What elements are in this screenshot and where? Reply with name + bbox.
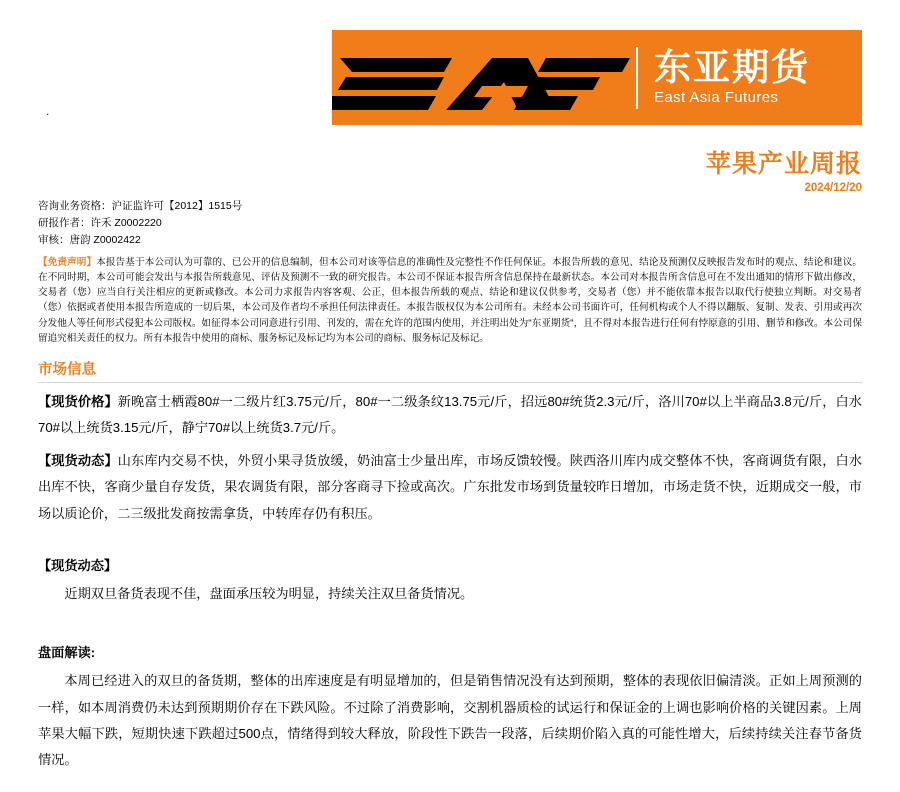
paragraph-spot-price-lead: 【现货价格】: [38, 393, 118, 409]
section-heading-market-info: 市场信息: [38, 358, 862, 383]
paragraph-spot-dynamics-summary: 近期双旦备货表现不佳，盘面承压较为明显，持续关注双旦备货情况。: [64, 586, 474, 602]
brand-name-en: East Asia Futures: [654, 89, 779, 107]
paragraph-spot-dynamics-body: 山东库内交易不快，外贸小果寻货放缓，奶油富士少量出库，市场反馈较慢。陕西洛川库内成交整体不快，客商调货有限，白水出库不快，客商少量自存发货，果农调货有限，部分客商寻下捡或高次。广东批发市场到货量较昨日增加，市场走货不快，近期成交一般，市场以质论价，二三级批发商按需拿货，中转库存仍有积压。: [38, 452, 863, 521]
meta-license: 咨询业务资格：沪证监许可【2012】1515号: [38, 200, 243, 212]
brand-text-block: [654, 46, 810, 107]
brand-divider: [636, 47, 638, 109]
paragraph-spot-price: [38, 389, 862, 442]
report-meta: [38, 198, 862, 249]
brand-banner: [332, 30, 862, 125]
heading-market-analysis: 盘面解读:: [38, 644, 96, 660]
paragraph-spot-price-body: 新晚富士栖霞80#一二级片红3.75元/斤，80#一二级条纹13.75元/斤，招远80#统货2.3元/斤，洛川70#以上半商品3.8元/斤，白水70#以上统货3.15元/斤，静宁70#以上统货3.7元/斤。: [38, 393, 862, 436]
report-date: 2024/12/20: [804, 182, 862, 194]
heading-spot-dynamics: 【现货动态】: [38, 557, 118, 573]
stray-mark: .: [46, 104, 50, 118]
disclaimer-block: [38, 255, 862, 346]
paragraph-spot-dynamics-lead: 【现货动态】: [38, 452, 118, 468]
disclaimer-text: 本报告基于本公司认为可靠的、已公开的信息编制，但本公司对该等信息的准确性及完整性不作任何保证。本报告所载的意见、结论及预测仅反映报告发布时的观点、结论和建议。在不同时期，本公司可能会发出与本报告所载意见、评估及预测不一致的研究报告。本公司不保证本报告所含信息保持在最新状态。本公司对本报告所含信息可在不发出通知的情形下做出修改，交易者（您）应当自行关注相应的更新或修改。本公司力求报告内容客观、公正，但本报告所载的观点、结论和建议仅供参考，交易者（您）并不能依靠本报告以取代行使独立判断。对交易者（您）依据或者使用本报告所造成的一切后果，本公司及作者均不承担任何法律责任。本报告版权仅为本公司所有。未经本公司书面许可，任何机构或个人不得以翻版、复制、发表、引用或再次分发他人等任何形式侵犯本公司版权。如征得本公司同意进行引用、刊发的，需在允许的范围内使用，并注明出处为"东亚期货"，且不得对本报告进行任何有悖原意的引用、删节和修改。本公司保留追究相关责任的权力。所有本报告中使用的商标、服务标记及标记均为本公司的商标、服务标记及标记。: [38, 257, 862, 344]
meta-reviewer: 审核：唐韵 Z0002422: [38, 234, 141, 246]
document-header: [38, 30, 862, 128]
spacer-2: [38, 608, 862, 626]
paragraph-spot-dynamics: [38, 448, 862, 527]
brand-name-cn: 东亚期货: [654, 46, 810, 88]
document-sheet: [38, 30, 862, 774]
paragraph-market-analysis: 本周已经进入的双旦的备货期，整体的出库速度是有明显增加的，但是销售情况没有达到预期，整体的表现依旧偏清淡。正如上周预测的一样，如本周消费仍未达到预期期价存在下跌风险。不过除了消费影响，交割机器质检的试运行和保证金的上调也影响价格的关键因素。上周苹果大幅下跌，短期快速下跌超过500点，情绪得到较大释放，阶段性下跌告一段落，后续期价陷入真的可能性增大，后续持续关注春节备货情况。: [38, 673, 862, 768]
page-title: 苹果产业周报: [705, 150, 862, 178]
disclaimer-tag: 【免责声明】: [38, 257, 97, 268]
spacer: [38, 527, 862, 539]
eaf-logo-icon: [332, 30, 632, 125]
title-block: [38, 144, 862, 194]
meta-author: 研报作者：许禾 Z0002220: [38, 217, 162, 229]
